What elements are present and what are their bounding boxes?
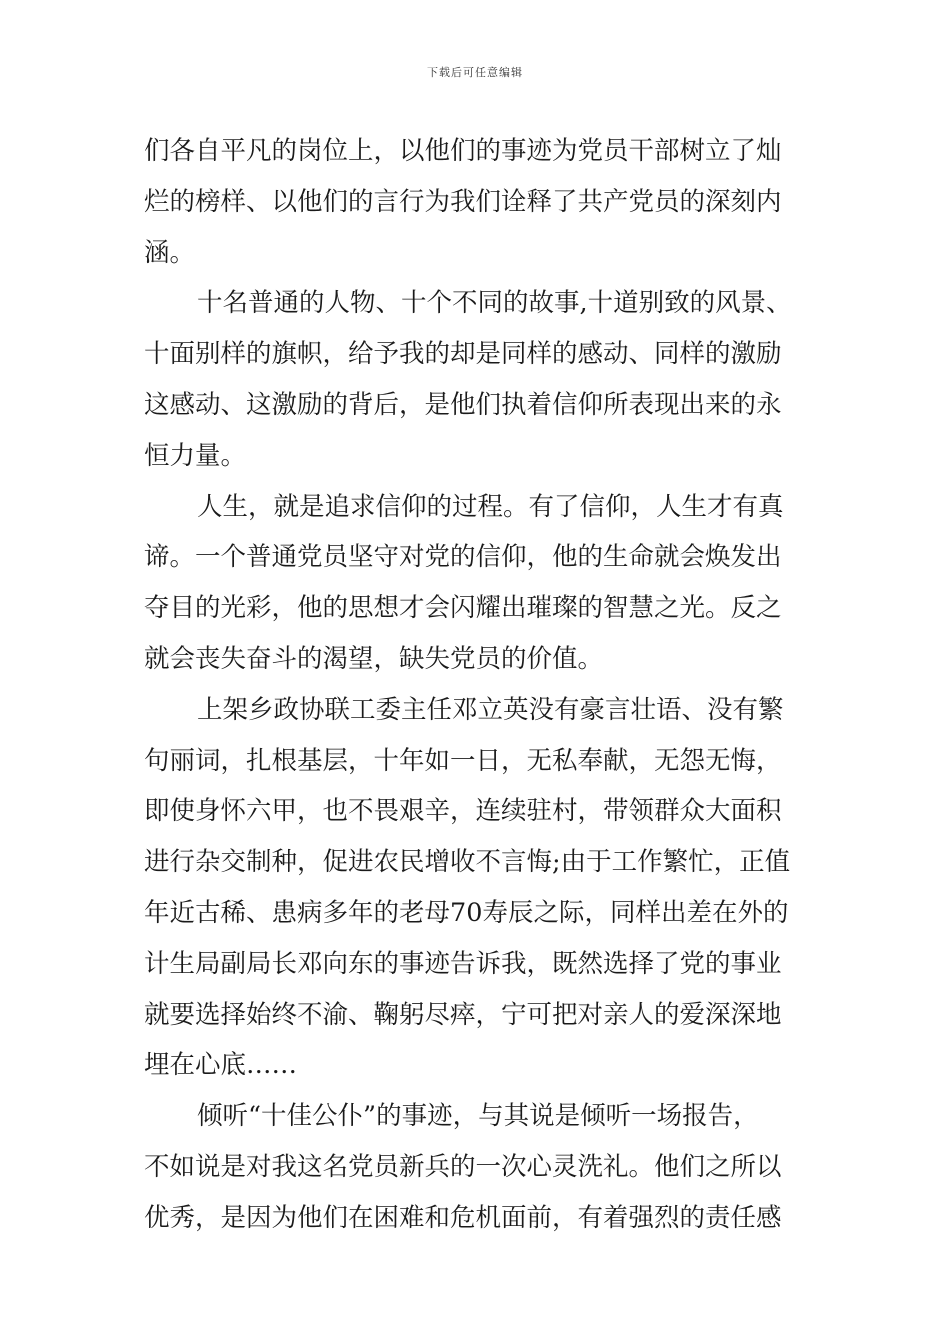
text-line: 即使身怀六甲，也不畏艰辛，连续驻村，带领群众大面积 — [144, 796, 782, 827]
text-line: 恒力量。 — [144, 440, 247, 471]
page-header: 下载后可任意编辑 — [427, 66, 523, 79]
text-line: 烂的榜样、以他们的言行为我们诠释了共产党员的深刻内 — [144, 186, 782, 217]
text-line: 十面别样的旗帜，给予我的却是同样的感动、同样的激励 — [144, 339, 782, 370]
text-line: 夺目的光彩，他的思想才会闪耀出璀璨的智慧之光。反之 — [144, 593, 782, 624]
text-line: 进行杂交制种，促进农民增收不言悔;由于工作繁忙，正值 — [144, 847, 791, 878]
text-line: 不如说是对我这名党员新兵的一次心灵洗礼。他们之所以 — [144, 1151, 782, 1182]
document-body — [144, 126, 810, 1244]
text-line: 计生局副局长邓向东的事迹告诉我，既然选择了党的事业 — [144, 948, 782, 979]
text-line: 们各自平凡的岗位上，以他们的事迹为党员干部树立了灿 — [144, 136, 782, 166]
text-line: 谛。一个普通党员坚守对党的信仰，他的生命就会焕发出 — [144, 542, 782, 573]
text-line: 句丽词，扎根基层，十年如一日，无私奉献，无怨无悔， — [144, 745, 782, 776]
text-line: 人生，就是追求信仰的过程。有了信仰，人生才有真 — [197, 491, 784, 522]
text-line: 倾听“十佳公仆”的事迹，与其说是倾听一场报告， — [197, 1101, 759, 1132]
text-line: 埋在心底…… — [144, 1050, 298, 1081]
text-line: 就要选择始终不渝、鞠躬尽瘁，宁可把对亲人的爱深深地 — [144, 999, 782, 1030]
text-line: 优秀，是因为他们在困难和危机面前，有着强烈的责任感 — [144, 1202, 782, 1233]
text-line: 涵。 — [144, 237, 196, 268]
text-line: 十名普通的人物、十个不同的故事,十道别致的风景、 — [197, 288, 792, 319]
text-line: 这感动、这激励的背后，是他们执着信仰所表现出来的永 — [144, 389, 782, 420]
text-line: 就会丧失奋斗的渴望，缺失党员的价值。 — [144, 643, 604, 674]
text-line: 年近古稀、患病多年的老母70寿辰之际，同样出差在外的 — [144, 897, 789, 928]
text-line: 上架乡政协联工委主任邓立英没有豪言壮语、没有繁 — [197, 694, 784, 725]
